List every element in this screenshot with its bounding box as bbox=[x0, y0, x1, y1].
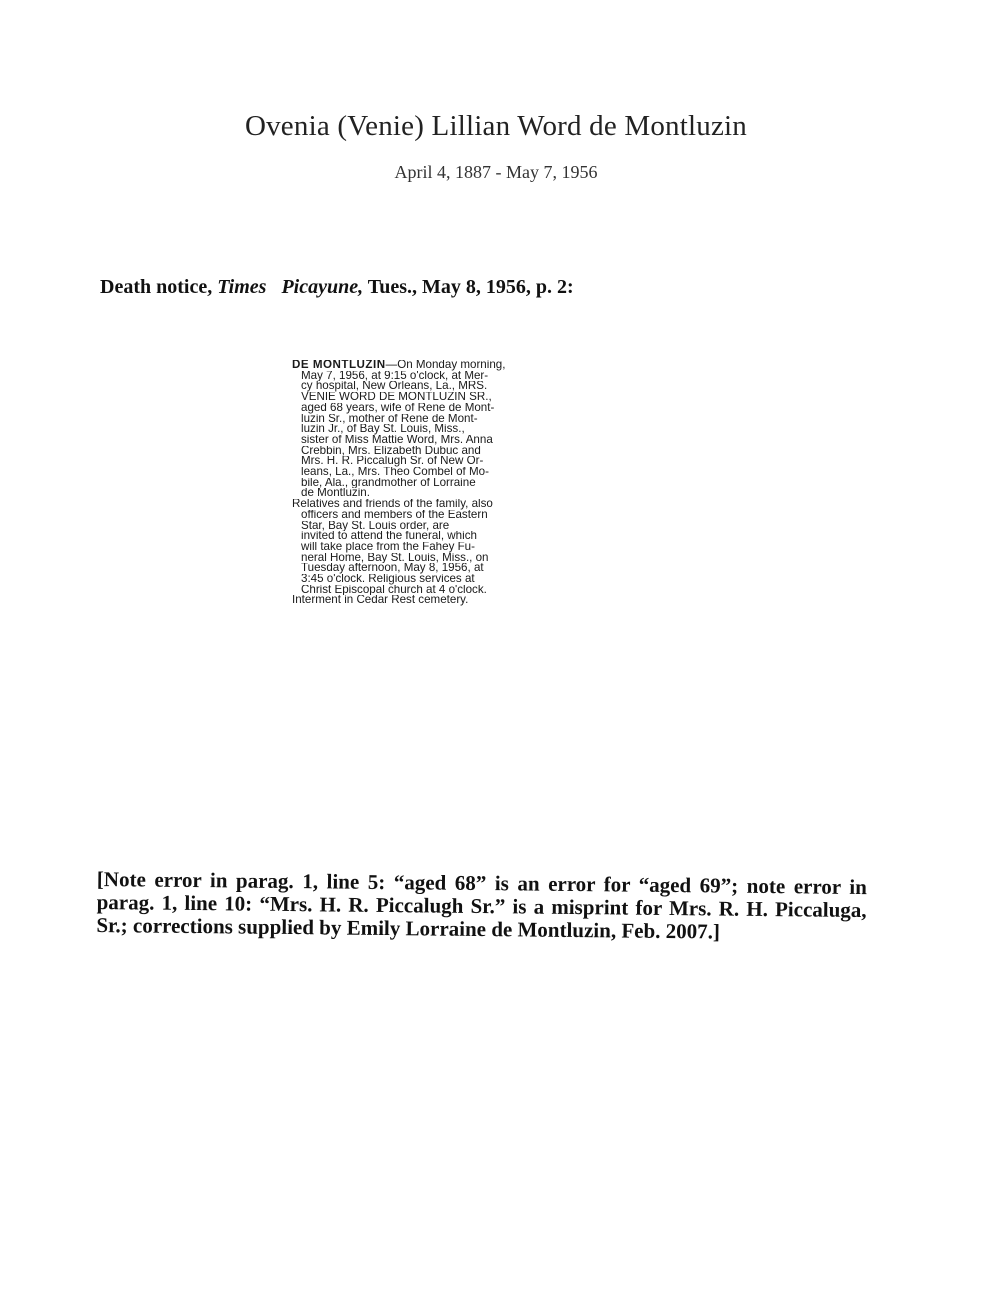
clipping-line: cy hospital, New Orleans, La., MRS. bbox=[301, 381, 488, 393]
clipping-line: neral Home, Bay St. Louis, Miss., on bbox=[301, 552, 489, 564]
clipping-line: luzin Sr., mother of Rene de Mont- bbox=[301, 413, 478, 425]
source-date-page: Tues., May 8, 1956, p. 2: bbox=[367, 276, 574, 298]
clipping-line: Christ Episcopal church at 4 o'clock. bbox=[301, 584, 487, 596]
newspaper-name-part-1: Times bbox=[217, 276, 267, 298]
clipping-line: sister of Miss Mattie Word, Mrs. Anna bbox=[301, 434, 493, 446]
clipping-paragraph-1 bbox=[292, 360, 614, 499]
clipping-line: Tuesday afternoon, May 8, 1956, at bbox=[301, 563, 484, 575]
clipping-heading: DE MONTLUZIN bbox=[292, 360, 386, 371]
clipping-line bbox=[292, 360, 614, 371]
clipping-line: de Montluzin. bbox=[301, 488, 370, 500]
clipping-line-text: —On Monday morning, bbox=[385, 360, 506, 371]
clipping-line: Crebbin, Mrs. Elizabeth Dubuc and bbox=[301, 445, 481, 457]
clipping-line: 3:45 o'clock. Religious services at bbox=[301, 574, 475, 585]
clipping-line: Interment in Cedar Rest cemetery. bbox=[292, 595, 469, 607]
clipping-line: May 7, 1956, at 9:15 o'clock, at Mer- bbox=[301, 370, 489, 382]
clipping-line: officers and members of the Eastern bbox=[301, 509, 488, 521]
clipping-line: Relatives and friends of the family, also bbox=[292, 499, 493, 510]
life-dates: April 4, 1887 - May 7, 1956 bbox=[394, 162, 598, 182]
clipping-line: bile, Ala., grandmother of Lorraine bbox=[301, 477, 476, 489]
page-title: Ovenia (Venie) Lillian Word de Montluzin bbox=[244, 110, 748, 142]
clipping-line: VENIE WORD DE MONTLUZIN SR., bbox=[301, 392, 492, 403]
clipping-line: aged 68 years, wife of Rene de Mont- bbox=[301, 402, 495, 414]
newspaper-clipping bbox=[292, 360, 614, 606]
clipping-line: invited to attend the funeral, which bbox=[301, 531, 477, 542]
clipping-line: leans, La., Mrs. Theo Combel of Mo- bbox=[301, 467, 489, 478]
clipping-line: will take place from the Fahey Fu- bbox=[301, 541, 475, 553]
source-citation bbox=[100, 276, 574, 299]
newspaper-name-part-2: Picayune, bbox=[281, 276, 364, 298]
clipping-line: Mrs. H. R. Piccalugh Sr. of New Or- bbox=[301, 456, 484, 468]
source-prefix: Death notice, bbox=[100, 276, 213, 298]
correction-note: [Note error in parag. 1, line 5: “aged 68” is an error for “aged 69”; note error in parag. 1, line 10: “Mrs. H. R. Piccalugh Sr.” is a misprint for Mrs. R. H. Piccaluga, Sr.; corrections supplied by Emily Lorraine de Montluzin, Feb. 2007.] bbox=[96, 867, 867, 944]
clipping-line: Star, Bay St. Louis order, are bbox=[301, 520, 450, 532]
clipping-paragraph-2 bbox=[292, 499, 614, 606]
clipping-line: luzin Jr., of Bay St. Louis, Miss., bbox=[301, 424, 465, 435]
